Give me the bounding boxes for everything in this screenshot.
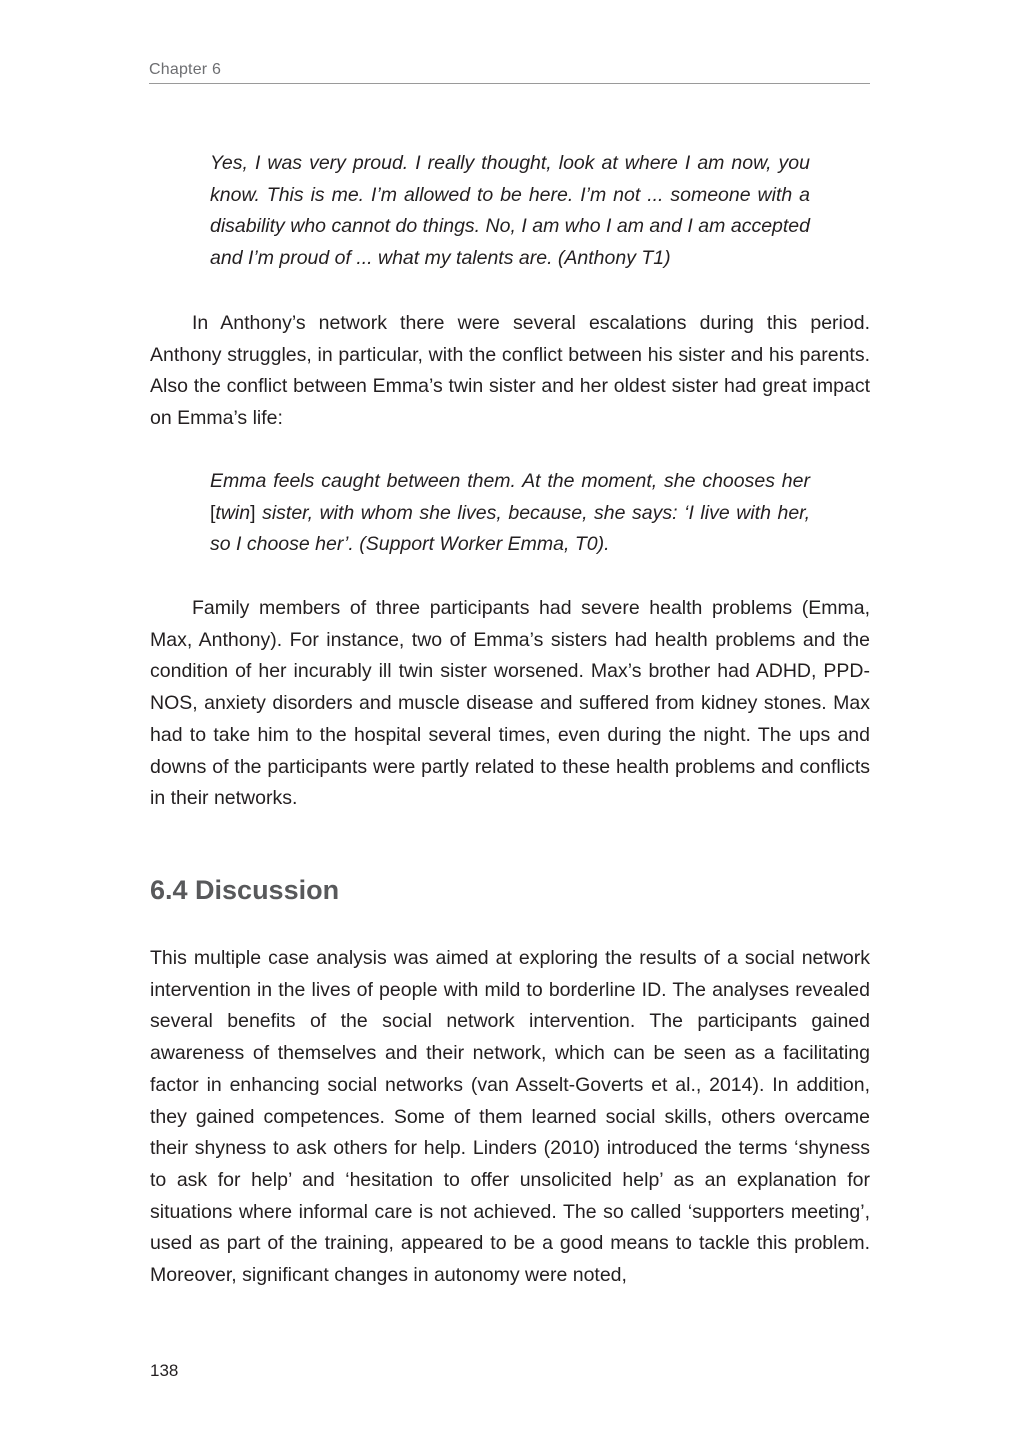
quote-emma-bracket-word: twin [215, 501, 251, 524]
quote-emma-bracket-close: ] [250, 501, 256, 524]
paragraph-escalations: In Anthony’s network there were several escalations during this period. Anthony struggles, in particular, with the conflict between his sister and his parents. Also the conflict between Emma’s twin sister and her oldest sister had great impact on Emma’s life: [150, 312, 870, 430]
page-number: 138 [150, 1361, 179, 1380]
chapter-label: Chapter 6 [149, 61, 222, 78]
block-quote-emma [210, 466, 810, 561]
paragraph-discussion: This multiple case analysis was aimed at exploring the results of a social network intervention in the lives of people with mild to borderline ID. The analyses revealed several benefits of the social network intervention. The participants gained awareness of themselves and their network, which can be seen as a facilitating factor in enhancing social networks (van Asselt-Goverts et al., 2014). In addition, they gained competences. Some of them learned social skills, others overcame their shyness to ask others for help. Linders (2010) introduced the terms ‘shyness to ask for help’ and ‘hesitation to offer unsolicited help’ as an explanation for situations where informal care is not achieved. The so called ‘supporters meeting’, used as part of the training, appeared to be a good means to tackle this problem. Moreover, significant changes in autonomy were noted, [150, 947, 870, 1287]
quote-emma-rest: sister, with whom she lives, because, she says: ‘I live with her, so I choose her’. (Support Worker Emma, T0). [210, 501, 810, 556]
running-head [149, 60, 870, 84]
section-heading-discussion: 6.4 Discussion [150, 875, 340, 905]
block-quote-anthony: Yes, I was very proud. I really thought, look at where I am now, you know. This is me. I’m allowed to be here. I’m not ... someone with a disability who cannot do things. No, I am who I am and I am accepted and I’m proud of ... what my talents are. (Anthony T1) [210, 152, 810, 270]
quote-emma-line1: Emma feels caught between them. At the moment, she chooses her [210, 470, 810, 492]
paragraph-health-problems: Family members of three participants had severe health problems (Emma, Max, Anthony). For instance, two of Emma’s sisters had health problems and the condition of her incurably ill twin sister worsened. Max’s brother had ADHD, PPD-NOS, anxiety disorders and muscle disease and suffered from kidney stones. Max had to take him to the hospital several times, even during the night. The ups and downs of the participants were partly related to these health problems and conflicts in their networks. [150, 597, 870, 810]
quote-emma-bracket-open: [ [210, 501, 216, 524]
